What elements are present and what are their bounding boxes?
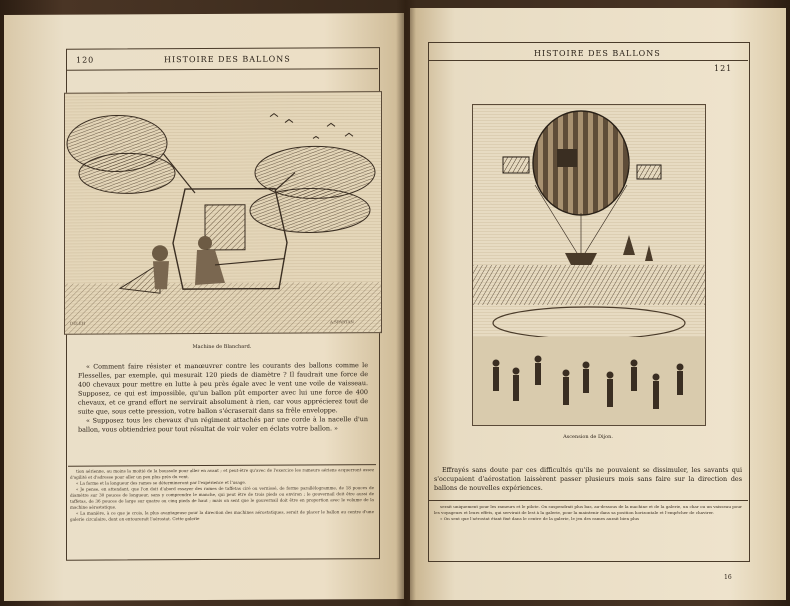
machine-blanchard-engraving [64,91,382,335]
left-footnote-paragraph-1: tion aérienne, au moins la moitié de la boussole pour aller en avant ; et peut-être qu'avec de l'exercice les rameurs aériens acquerront assez d'agilité et d'adresse pour aller un peu plus près du vent. [70,467,374,480]
right-page-number: 121 [714,64,733,73]
right-header-rule [428,60,748,61]
right-flag [637,165,661,179]
right-footnote-paragraph-2: « On sent que l'aérostat étant fixé dans le centre de la galerie, le jeu des rames aurait bien plus [440,516,640,521]
engraver-signature-right: A.SPARTAN [330,319,354,325]
machine-blanchard-drawing [65,92,381,334]
left-page [4,13,404,601]
left-body-paragraph-1: « Comment faire résister et manœuvrer contre les courants des ballons comme le Flesselles, par exemple, qui mesurait 120 pieds de diamètre ? Il faudrait une force de 400 chevaux pour mettre en lutte à peu près égale avec le vent une voile de vaisseau. Supposez, ce qui est impossible, qu'un ballon pût emporter avec lui une force de 400 chevaux, et ce grand effort ne servirait absolument à rien, car vous apprécierez tout de suite que, sous cette pression, votre ballon s'écraserait dans sa frêle enveloppe. [78,361,368,416]
left-footnote-text [70,467,374,523]
left-running-title: HISTOIRE DES BALLONS [164,54,291,65]
right-body-paragraph: Effrayés sans doute par ces difficultés qu'ils ne pouvaient se dissimuler, les savants qui s'occupaient d'aérostation laissèrent passer plusieurs mois sans faire sur la direction des ballons de nouvelles expériences. [434,466,742,492]
figure-pilot [198,236,212,250]
left-figure-caption: Machine de Blanchard. [192,343,252,351]
balloon-envelope [533,111,629,215]
ascension-dijon-engraving [472,104,706,426]
ascension-dijon-drawing [473,105,705,425]
figure-seated [152,245,168,261]
left-page-number: 120 [76,55,95,65]
left-footnote-paragraph-3: « Je pense, en attendant, que l'on doit d'abord essayer des rames de taffetas ciré ou vernissé, de forme parallélogramme, de 18 pouces de diamètre sur 30 pouces de longueur, sans y comprendre le manche, qui peut être de trois pieds ou environ ; le gouvernail doit être aussi de taffetas, de 36 pouces de large sur quatre ou cinq pieds de haut ; mais on sent que le gouvernail doit être en proportion avec le volume de la machine aérostatique. [70,485,374,510]
balloon-panel [557,149,577,167]
engraver-signature-left: DELEH [70,320,86,326]
left-flag [503,157,529,173]
right-running-title: HISTOIRE DES BALLONS [534,49,661,58]
right-footnote-text [434,504,742,522]
right-footnote-rule [428,500,748,501]
right-footnote-paragraph-1: serait uniquement pour les rameurs et le pilote. On suspendrait plus bas, au-dessous de la machine et de la galerie, un char ou un vaisseau pour les voyageurs et leurs effets, qui servirait de lest à la galerie, pour la maintenir dans sa position horizontale et l'empêcher de chavirer. [434,504,742,515]
town-skyline [473,265,705,305]
right-figure-caption: Ascension de Dijon. [563,434,613,440]
signature-mark: 16 [724,574,732,581]
right-lower-wing [250,188,370,233]
left-body-text [78,361,368,435]
left-footnote-paragraph-4: « La manière, à ce que je crois, la plus avantageuse pour la direction des machines aérostatiques, serait de placer le ballon au centre d'une galerie circulaire, dont on entourerait l'aérostat. Cette galerie [70,509,374,522]
left-footnote-paragraph-2: « La forme et la longueur des rames se détermineront par l'expérience et l'usage. [76,479,247,486]
left-lower-wing [79,153,175,194]
left-body-paragraph-2: « Supposez tous les chevaux d'un régiment attachés par une corde à la nacelle d'un ballon, vous obtiendriez pour tout résultat de voir voler en éclats votre ballon. » [78,415,368,434]
book-gutter [396,0,416,606]
right-body-text [434,466,742,493]
right-page [410,8,786,600]
